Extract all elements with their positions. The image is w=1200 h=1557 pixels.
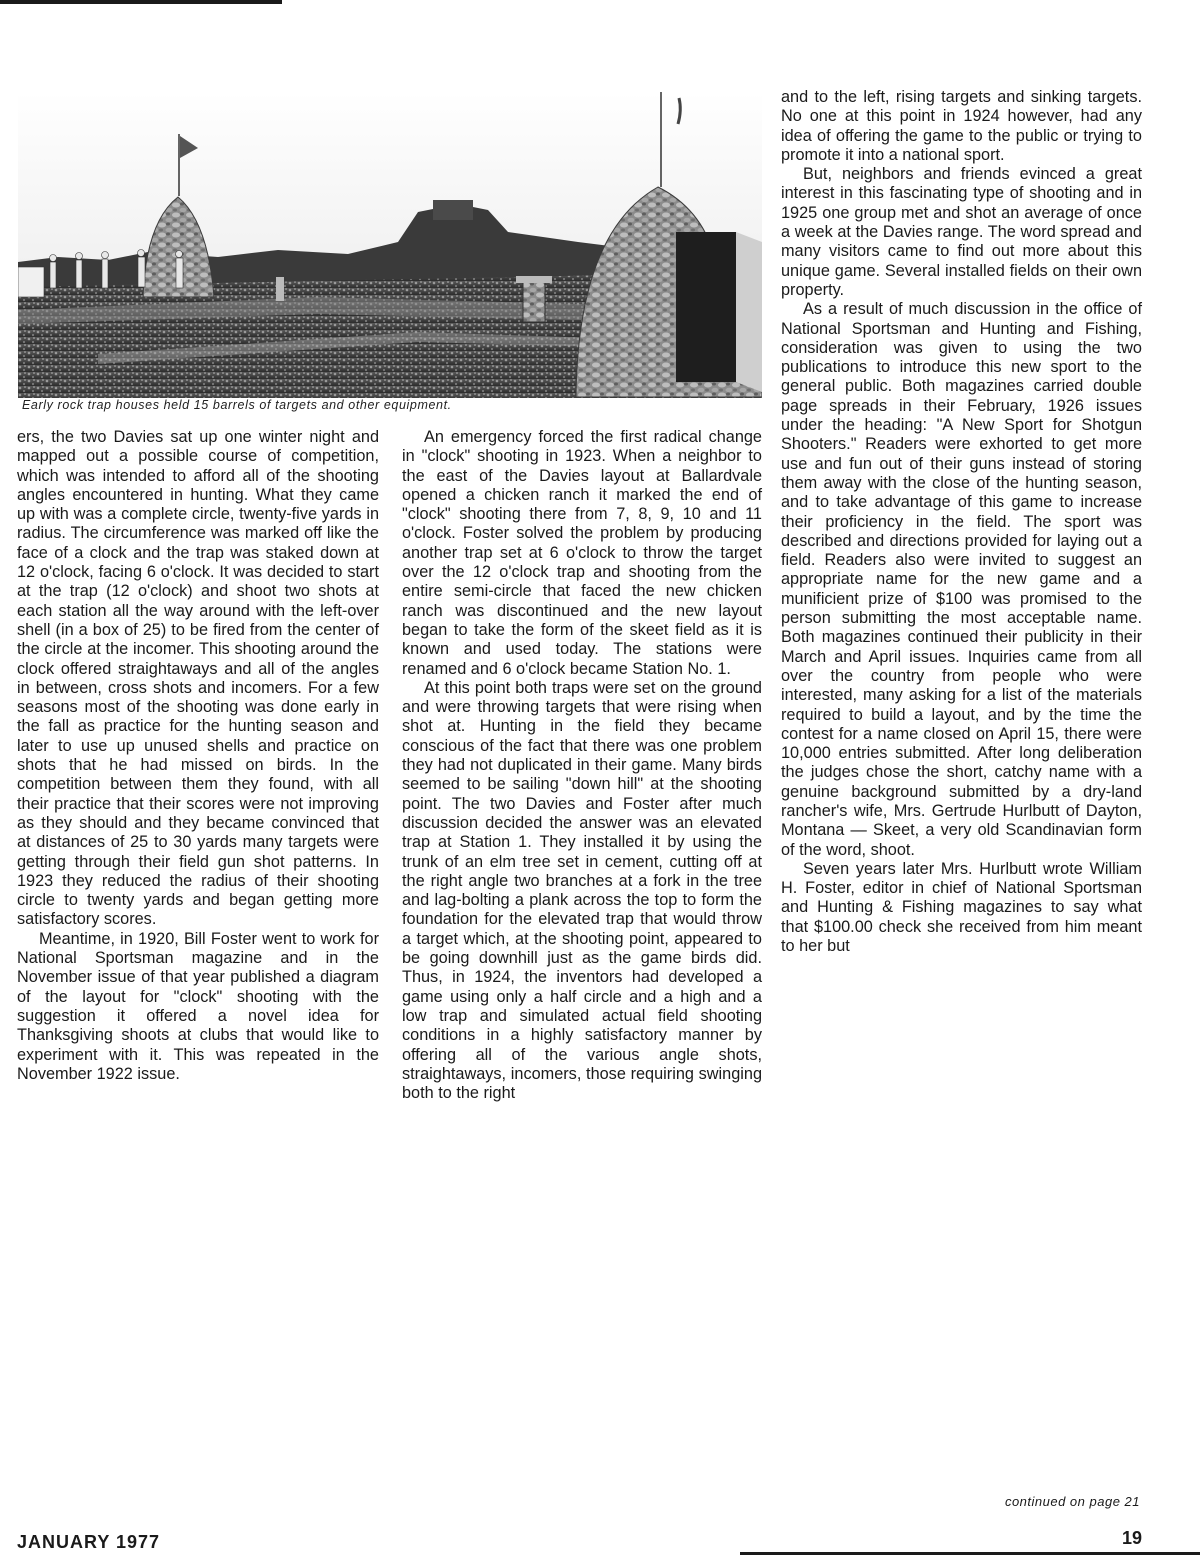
article-column-2 bbox=[402, 428, 762, 1103]
page-number: 19 bbox=[1121, 1528, 1142, 1548]
paragraph: An emergency forced the first radical change in "clock" shooting in 1923. When a neighbor to the east of the Davies layout at Ballardvale opened a chicken ranch it marked the end of "clock" shooting there from 7, 8, 9, 10 and 11 o'clock. Foster solved the problem by producing another trap set at 6 o'clock to throw the target over the 12 o'clock trap and shooting from the entire semi-circle that faced the new chicken ranch was discontinued and the new layout began to take the form of the skeet field as it is known and used today. The stations were renamed and 6 o'clock became Station No. 1. bbox=[402, 428, 762, 678]
paragraph: But, neighbors and friends evinced a great interest in this fascinating type of shooting and in 1925 one group met and shot an average of once a week at the Davies range. The word spread and many visitors came to find out more about this unique game. Several installed fields on their own property. bbox=[781, 165, 1142, 299]
paragraph: Meantime, in 1920, Bill Foster went to work for National Sportsman magazine and in the November issue of that year published a diagram of the layout for "clock" shooting with the suggestion it offered a novel idea for Thanksgiving shoots at clubs that would like to experiment with it. This was repeated in the November 1922 issue. bbox=[17, 929, 379, 1083]
top-rule bbox=[0, 0, 282, 4]
paragraph: As a result of much discussion in the office of National Sportsman and Hunting and Fishing, consideration was given to using the two publications to introduce this new sport to the general public. Both magazines carried double page spreads in their February, 1926 issues under the heading: "A New Sport for Shotgun Shooters." Readers were exhorted to get more use and fun out of their guns instead of storing them away with the close of the hunting season, and to take advantage of this game to increase their proficiency in the field. The sport was described and directions provided for laying out a field. Readers also were invited to suggest an appropriate name for the new game and a munificient prize of $100 was promised to the person submitting the most acceptable name. Both magazines continued their publicity in their March and April issues. Inquiries came from all over the country from people who were interested, many asking for a list of the materials required to build a layout, and by the time the contest for a name closed on April 15, there were 10,000 entries submitted. After long deliberation the judges chose the short, catchy name with a genuine background submitted by a dry-land rancher's wife, Mrs. Gertrude Hurlbutt of Dayton, Montana — Skeet, a very old Scandinavian form of the word, shoot. bbox=[781, 300, 1142, 859]
continued-link[interactable]: continued on page 21 bbox=[1004, 1494, 1140, 1509]
paragraph: and to the left, rising targets and sinking targets. No one at this point in 1924 however, had any idea of offering the game to the public or trying to promote it into a national sport. bbox=[781, 88, 1142, 164]
article-column-3 bbox=[781, 88, 1142, 956]
issue-date: JANUARY 1977 bbox=[17, 1532, 161, 1552]
photo-rock-trap-houses bbox=[18, 92, 762, 398]
article-column-1 bbox=[17, 428, 379, 1084]
bottom-rule bbox=[740, 1552, 1200, 1555]
paragraph: At this point both traps were set on the ground and were throwing targets that were rising when shot at. Hunting in the field they became conscious of the fact that there was one problem they had not duplicated in their game. Many birds seemed to be sailing "down hill" at the shooting point. The two Davies and Foster after much discussion decided the answer was an elevated trap at Station 1. They installed it by using the trunk of an elm tree set in cement, cutting off at the right angle two branches at a fork in the tree and lag-bolting a plank across the top to form the foundation for the elevated trap that would throw a target which, at the shooting point, appeared to be going downhill just as the game birds did. Thus, in 1924, the inventors had developed a game using only a half circle and a high and a low trap and simulated actual field shooting conditions in a highly satisfactory manner by offering all of the various angle shots, straightaways, incomers, those requiring swinging both to the right bbox=[402, 678, 762, 1103]
paragraph: ers, the two Davies sat up one winter night and mapped out a possible course of competition, which was intended to afford all of the shooting angles encountered in hunting. What they came up with was a complete circle, twenty-five yards in radius. The circumference was marked off like the face of a clock and the trap was staked down at 12 o'clock, facing 6 o'clock. It was decided to start at the trap (12 o'clock) and shoot two shots at each station all the way around with the left-over shell (in a box of 25) to be fired from the center of the circle at the incomer. This shooting around the clock offered straightaways and all of the angles in between, cross shots and incomers. For a few seasons most of the shooting was done early in the fall as practice for the hunting season and later to use up unused shells and practice on shots that he had missed on birds. In the competition between them they found, with all their practice that their scores were not improving as they should and they became convinced that at distances of 25 to 30 yards many targets were getting through their field gun shot patterns. In 1923 they reduced the radius of their shooting circle to twenty yards and began getting more satisfactory scores. bbox=[17, 428, 379, 929]
photo-caption: Early rock trap houses held 15 barrels of targets and other equipment. bbox=[22, 398, 452, 412]
paragraph: Seven years later Mrs. Hurlbutt wrote William H. Foster, editor in chief of National Sportsman and Hunting & Fishing magazines to say what that $100.00 check she received from him meant to her but bbox=[781, 859, 1142, 956]
